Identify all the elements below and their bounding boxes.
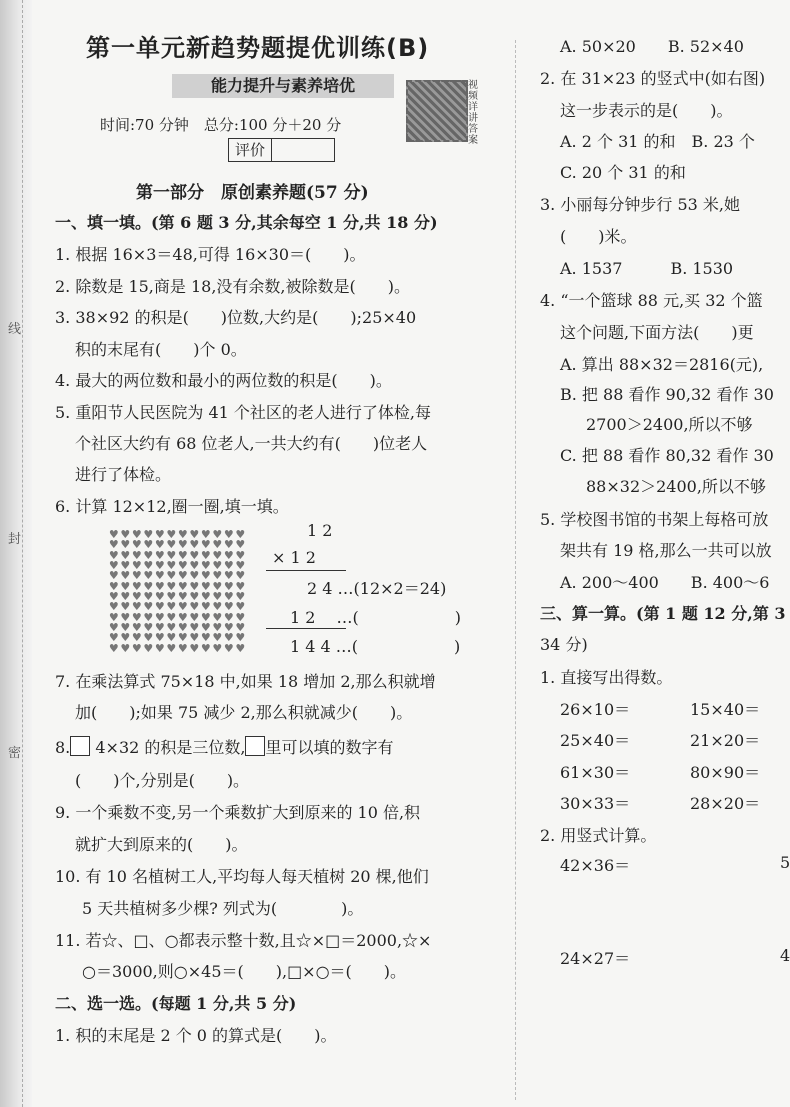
r-line: 4. “一个篮球 88 元,买 32 个篮 (540, 291, 763, 310)
heart-icon: ♥ (108, 569, 119, 583)
heart-icon: ♥ (223, 600, 234, 614)
heart-icon: ♥ (154, 538, 165, 552)
heart-icon: ♥ (154, 641, 165, 655)
heart-icon: ♥ (108, 528, 119, 541)
heart-icon: ♥ (189, 600, 200, 614)
heart-icon: ♥ (235, 548, 246, 562)
heart-icon: ♥ (200, 558, 211, 572)
heart-icon: ♥ (166, 641, 177, 655)
heart-icon: ♥ (120, 600, 131, 614)
heart-icon: ♥ (166, 589, 177, 603)
heart-icon: ♥ (235, 620, 246, 634)
question-5: 5. 重阳节人民医院为 41 个社区的老人进行了体检,每 (55, 403, 431, 422)
section3-heading-cont: 34 分) (540, 635, 588, 654)
heart-icon: ♥ (223, 579, 234, 593)
question-3-cont: 积的末尾有( )个 0。 (75, 340, 247, 359)
section2-heading: 二、选一选。(每题 1 分,共 5 分) (55, 994, 297, 1013)
heart-icon: ♥ (131, 600, 142, 614)
heart-icon: ♥ (108, 610, 119, 624)
question-4: 4. 最大的两位数和最小的两位数的积是( )。 (55, 371, 392, 390)
heart-icon: ♥ (200, 589, 211, 603)
heart-icon: ♥ (143, 641, 154, 655)
heart-icon: ♥ (212, 600, 223, 614)
heart-icon: ♥ (143, 528, 154, 541)
heart-icon: ♥ (235, 589, 246, 603)
heart-icon: ♥ (212, 548, 223, 562)
time-info: 时间:70 分钟 总分:100 分＋20 分 (100, 116, 342, 134)
heart-icon: ♥ (212, 538, 223, 552)
heart-icon: ♥ (223, 569, 234, 583)
heart-icon: ♥ (143, 631, 154, 645)
heart-icon: ♥ (166, 528, 177, 541)
heart-icon: ♥ (189, 528, 200, 541)
heart-icon: ♥ (131, 548, 142, 562)
heart-icon: ♥ (235, 528, 246, 541)
heart-icon: ♥ (108, 631, 119, 645)
question-1: 1. 根据 16×3＝48,可得 16×30＝( )。 (55, 245, 366, 264)
r-line: A. 算出 88×32＝2816(元), (560, 355, 764, 374)
heart-icon: ♥ (166, 558, 177, 572)
r-line: ( )米。 (560, 227, 637, 246)
r-line: 1. 直接写出得数。 (540, 668, 673, 687)
heart-icon: ♥ (189, 538, 200, 552)
heart-icon: ♥ (235, 569, 246, 583)
r-line: A. 2 个 31 的和 B. 23 个 (560, 132, 755, 151)
question-8-cont: ( )个,分别是( )。 (75, 771, 250, 790)
heart-icon: ♥ (177, 548, 188, 562)
heart-icon: ♥ (143, 620, 154, 634)
heart-icon: ♥ (131, 569, 142, 583)
heart-icon: ♥ (108, 558, 119, 572)
mental-calc: 80×90＝ (690, 763, 761, 782)
vcalc-row5: 1 4 4 …( ) (290, 637, 461, 656)
heart-icon: ♥ (189, 589, 200, 603)
qr-label: 视频详讲答案 (468, 80, 478, 146)
question-9: 9. 一个乘数不变,另一个乘数扩大到原来的 10 倍,积 (55, 803, 421, 822)
heart-icon: ♥ (223, 528, 234, 541)
heart-icon: ♥ (177, 620, 188, 634)
heart-grid (108, 530, 246, 654)
heart-icon: ♥ (154, 569, 165, 583)
heart-icon: ♥ (223, 548, 234, 562)
heart-icon: ♥ (120, 620, 131, 634)
heart-icon: ♥ (223, 620, 234, 634)
r-line: A. 200～400 B. 400～6 (560, 573, 770, 592)
r-line: A. 50×20 B. 52×40 (560, 37, 744, 56)
heart-icon: ♥ (131, 558, 142, 572)
heart-icon: ♥ (212, 631, 223, 645)
heart-icon: ♥ (108, 600, 119, 614)
heart-icon: ♥ (131, 538, 142, 552)
vcalc-row1: 1 2 (307, 521, 333, 540)
heart-icon: ♥ (189, 548, 200, 562)
heart-icon: ♥ (177, 600, 188, 614)
heart-icon: ♥ (131, 631, 142, 645)
heart-icon: ♥ (154, 610, 165, 624)
question-6: 6. 计算 12×12,圈一圈,填一填。 (55, 497, 289, 516)
heart-icon: ♥ (131, 610, 142, 624)
heart-icon: ♥ (235, 558, 246, 572)
heart-icon: ♥ (166, 569, 177, 583)
heart-icon: ♥ (177, 631, 188, 645)
heart-icon: ♥ (235, 538, 246, 552)
heart-icon: ♥ (108, 589, 119, 603)
eval-blank[interactable] (271, 139, 334, 161)
question-10-cont: 5 天共植树多少棵? 列式为( )。 (82, 899, 364, 918)
heart-icon: ♥ (120, 589, 131, 603)
heart-icon: ♥ (131, 589, 142, 603)
heart-icon: ♥ (166, 610, 177, 624)
question-10: 10. 有 10 名植树工人,平均每人每天植树 20 棵,他们 (55, 867, 429, 886)
question-2: 2. 除数是 15,商是 18,没有余数,被除数是( )。 (55, 277, 410, 296)
binding-mark: 封 (8, 532, 22, 547)
heart-icon: ♥ (143, 589, 154, 603)
heart-icon: ♥ (177, 579, 188, 593)
question-5-cont2: 进行了体检。 (75, 465, 172, 484)
heart-icon: ♥ (177, 641, 188, 655)
heart-icon: ♥ (235, 641, 246, 655)
heart-icon: ♥ (200, 548, 211, 562)
fill-box[interactable] (245, 736, 265, 756)
question-7: 7. 在乘法算式 75×18 中,如果 18 增加 2,那么积就增 (55, 672, 436, 691)
heart-icon: ♥ (108, 579, 119, 593)
heart-icon: ♥ (200, 641, 211, 655)
question-8 (55, 735, 394, 758)
qr-code[interactable] (406, 80, 468, 142)
heart-icon: ♥ (235, 579, 246, 593)
heart-icon: ♥ (223, 589, 234, 603)
heart-icon: ♥ (189, 558, 200, 572)
heart-icon: ♥ (108, 641, 119, 655)
vertical-calc: 5 (780, 853, 790, 872)
page-title: 第一单元新趋势题提优训练(B) (86, 34, 430, 62)
heart-icon: ♥ (212, 569, 223, 583)
question-7-cont: 加( );如果 75 减少 2,那么积就减少( )。 (75, 703, 413, 722)
heart-icon: ♥ (177, 610, 188, 624)
binding-mark: 密 (8, 746, 22, 761)
heart-icon: ♥ (108, 620, 119, 634)
r-line: B. 把 88 看作 90,32 看作 30 (560, 385, 774, 404)
heart-icon: ♥ (235, 600, 246, 614)
mental-calc: 21×20＝ (690, 731, 761, 750)
heart-icon: ♥ (166, 548, 177, 562)
heart-icon: ♥ (143, 600, 154, 614)
heart-icon: ♥ (154, 600, 165, 614)
heart-icon: ♥ (108, 538, 119, 552)
heart-icon: ♥ (212, 620, 223, 634)
heart-icon: ♥ (166, 600, 177, 614)
question-11-cont: ○＝3000,则○×45＝( ),□×○＝( )。 (82, 962, 407, 981)
heart-icon: ♥ (223, 558, 234, 572)
heart-icon: ♥ (120, 641, 131, 655)
heart-icon: ♥ (189, 610, 200, 624)
section3-heading: 三、算一算。(第 1 题 12 分,第 3 (540, 604, 786, 623)
vcalc-row3: 2 4 …(12×2＝24) (307, 579, 447, 598)
heart-icon: ♥ (212, 589, 223, 603)
heart-icon: ♥ (212, 558, 223, 572)
binding-mark: 线 (8, 322, 22, 337)
heart-icon: ♥ (200, 528, 211, 541)
heart-icon: ♥ (189, 620, 200, 634)
heart-icon: ♥ (154, 579, 165, 593)
r-line: A. 1537 B. 1530 (560, 259, 734, 278)
vertical-calc: 42×36＝ (560, 856, 631, 875)
mental-calc: 61×30＝ (560, 763, 631, 782)
mental-calc: 15×40＝ (690, 700, 761, 719)
heart-icon: ♥ (154, 589, 165, 603)
heart-icon: ♥ (189, 579, 200, 593)
heart-icon: ♥ (177, 558, 188, 572)
heart-icon: ♥ (223, 641, 234, 655)
binding-margin (0, 0, 32, 1107)
heart-icon: ♥ (120, 610, 131, 624)
heart-icon: ♥ (143, 610, 154, 624)
heart-icon: ♥ (200, 620, 211, 634)
r-line: 2700＞2400,所以不够 (586, 415, 753, 434)
mental-calc: 26×10＝ (560, 700, 631, 719)
heart-icon: ♥ (154, 528, 165, 541)
heart-icon: ♥ (177, 569, 188, 583)
heart-icon: ♥ (177, 528, 188, 541)
r-line: 这一步表示的是( )。 (560, 101, 733, 120)
heart-icon: ♥ (212, 579, 223, 593)
heart-icon: ♥ (189, 641, 200, 655)
heart-icon: ♥ (212, 610, 223, 624)
heart-icon: ♥ (143, 569, 154, 583)
heart-icon: ♥ (166, 620, 177, 634)
heart-icon: ♥ (120, 538, 131, 552)
question-9-cont: 就扩大到原来的( )。 (75, 835, 248, 854)
heart-icon: ♥ (200, 579, 211, 593)
heart-icon: ♥ (120, 569, 131, 583)
r-line: C. 20 个 31 的和 (560, 163, 686, 182)
heart-icon: ♥ (177, 538, 188, 552)
r-line: C. 把 88 看作 80,32 看作 30 (560, 446, 774, 465)
heart-icon: ♥ (200, 600, 211, 614)
r-line: 88×32＞2400,所以不够 (586, 477, 766, 496)
heart-icon: ♥ (154, 548, 165, 562)
heart-icon: ♥ (131, 620, 142, 634)
heart-icon: ♥ (154, 631, 165, 645)
heart-icon: ♥ (177, 589, 188, 603)
heart-icon: ♥ (212, 528, 223, 541)
heart-icon: ♥ (200, 610, 211, 624)
heart-icon: ♥ (143, 579, 154, 593)
mental-calc: 30×33＝ (560, 794, 631, 813)
vertical-title: 2. 用竖式计算。 (540, 826, 657, 845)
heart-icon: ♥ (143, 538, 154, 552)
question-8-text2: 里可以填的数字有 (265, 738, 394, 757)
vcalc-row2: × 1 2 (272, 548, 316, 567)
heart-icon: ♥ (108, 548, 119, 562)
heart-icon: ♥ (131, 641, 142, 655)
part1-heading: 第一部分 原创素养题(57 分) (136, 183, 369, 203)
section1-heading: 一、填一填。(第 6 题 3 分,其余每空 1 分,共 18 分) (55, 213, 438, 232)
heart-icon: ♥ (120, 631, 131, 645)
question-8-text: 4×32 的积是三位数, (95, 738, 246, 757)
heart-icon: ♥ (120, 528, 131, 541)
r-line: 架共有 19 格,那么一共可以放 (560, 541, 772, 560)
r-line: 3. 小丽每分钟步行 53 米,她 (540, 195, 740, 214)
heart-icon: ♥ (200, 569, 211, 583)
r-line: 2. 在 31×23 的竖式中(如右图) (540, 69, 766, 88)
vertical-calc: 4 (780, 946, 790, 965)
heart-icon: ♥ (166, 631, 177, 645)
question-5-cont: 个社区大约有 68 位老人,一共大约有( )位老人 (75, 434, 428, 453)
heart-icon: ♥ (143, 558, 154, 572)
eval-label: 评价 (235, 141, 266, 159)
heart-icon: ♥ (223, 610, 234, 624)
heart-icon: ♥ (223, 631, 234, 645)
heart-icon: ♥ (200, 631, 211, 645)
heart-icon: ♥ (166, 538, 177, 552)
heart-icon: ♥ (189, 631, 200, 645)
heart-icon: ♥ (120, 579, 131, 593)
heart-icon: ♥ (235, 610, 246, 624)
heart-icon: ♥ (154, 620, 165, 634)
subtitle-banner: 能力提升与素养培优 (172, 74, 394, 98)
heart-icon: ♥ (120, 558, 131, 572)
vcalc-row4: 1 2 …( ) (290, 608, 462, 627)
heart-icon: ♥ (143, 548, 154, 562)
question-11: 11. 若☆、□、○都表示整十数,且☆×□＝2000,☆× (55, 931, 432, 950)
heart-icon: ♥ (200, 538, 211, 552)
heart-icon: ♥ (212, 641, 223, 655)
question-8-num: 8. (55, 738, 71, 757)
heart-icon: ♥ (166, 579, 177, 593)
heart-icon: ♥ (131, 528, 142, 541)
heart-icon: ♥ (189, 569, 200, 583)
heart-icon: ♥ (120, 548, 131, 562)
fill-box[interactable] (70, 736, 90, 756)
section2-question-1: 1. 积的末尾是 2 个 0 的算式是( )。 (55, 1026, 337, 1045)
heart-icon: ♥ (154, 558, 165, 572)
eval-box (228, 138, 335, 162)
heart-icon: ♥ (131, 579, 142, 593)
heart-icon: ♥ (223, 538, 234, 552)
r-line: 这个问题,下面方法( )更 (560, 323, 754, 342)
vertical-calc: 24×27＝ (560, 949, 631, 968)
question-3: 3. 38×92 的积是( )位数,大约是( );25×40 (55, 308, 417, 327)
heart-icon: ♥ (235, 631, 246, 645)
mental-calc: 28×20＝ (690, 794, 761, 813)
r-line: 5. 学校图书馆的书架上每格可放 (540, 510, 769, 529)
mental-calc: 25×40＝ (560, 731, 631, 750)
